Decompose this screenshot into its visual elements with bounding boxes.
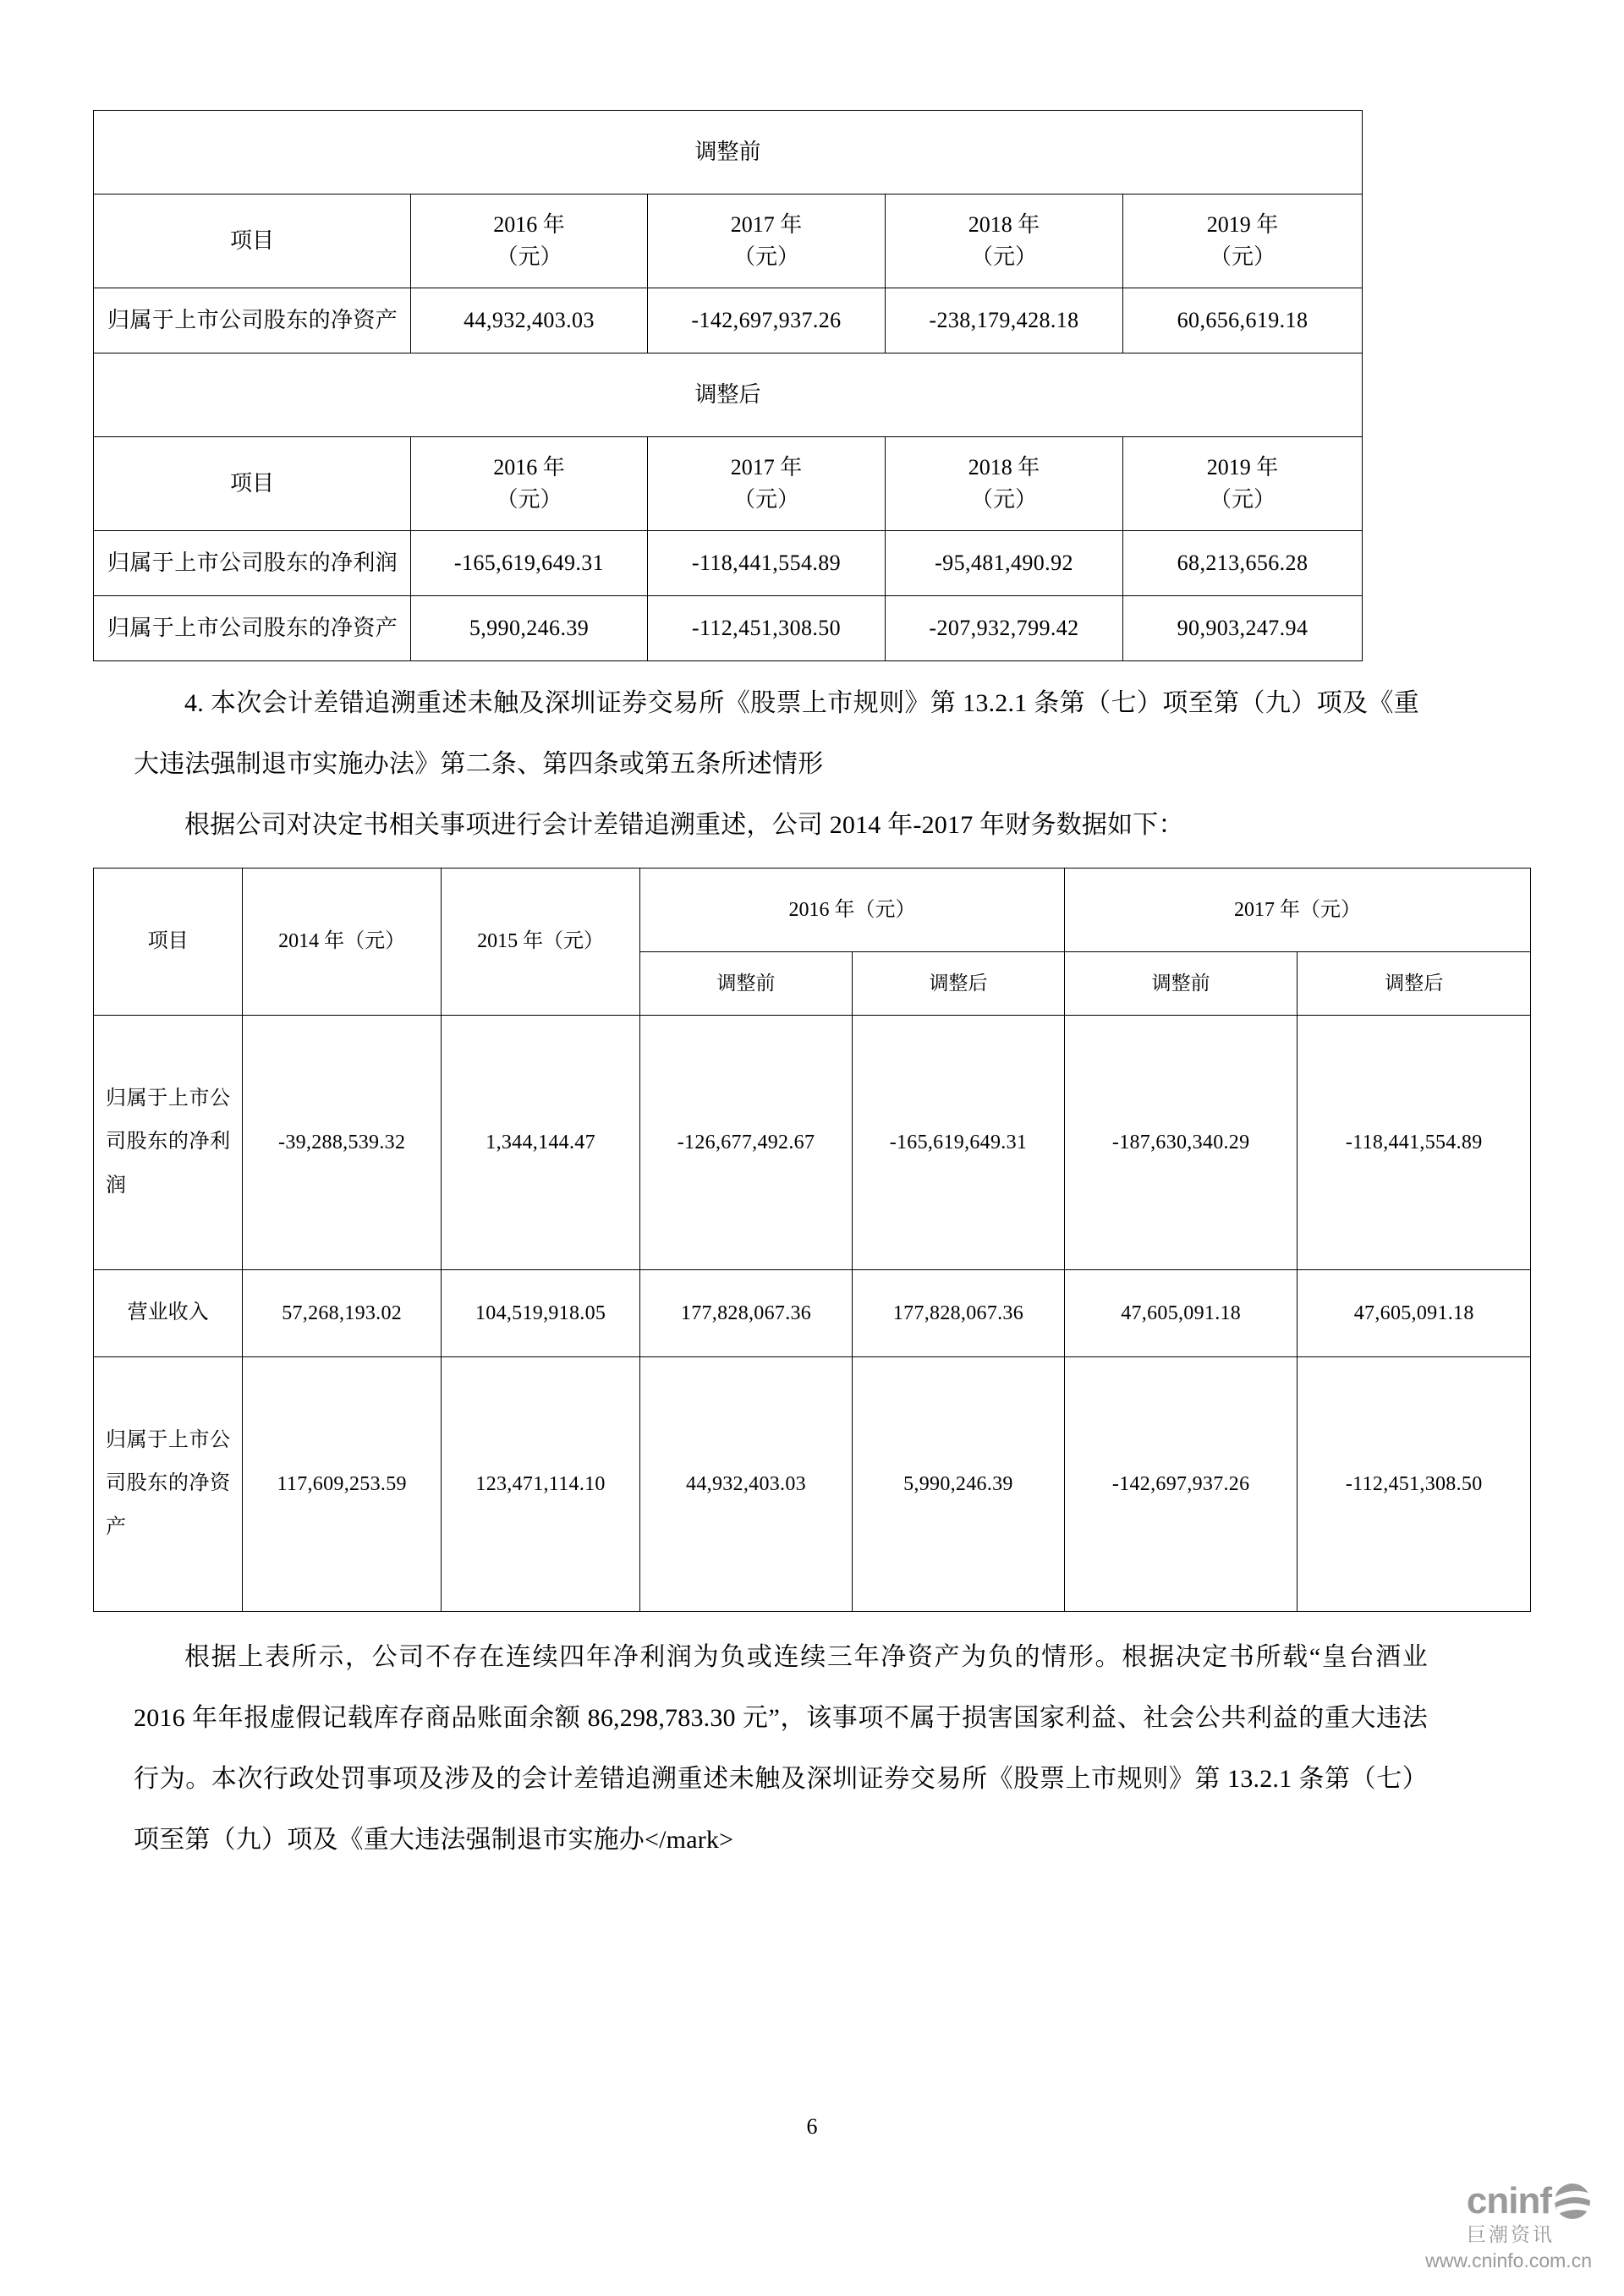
header-year-2016 bbox=[411, 437, 648, 531]
table-row bbox=[94, 353, 1363, 437]
header-year-label: 2019 年 bbox=[1206, 212, 1279, 238]
table-row bbox=[94, 596, 1363, 661]
cell-value: 123,471,114.10 bbox=[442, 1357, 640, 1612]
cell-value: 5,990,246.39 bbox=[411, 596, 648, 661]
section-banner-before: 调整前 bbox=[94, 111, 1363, 195]
header-unit-label: （元） bbox=[1210, 244, 1276, 269]
header-2016-after: 调整后 bbox=[852, 952, 1064, 1016]
paragraph-conclusion: 根据上表所示，公司不存在连续四年净利润为负或连续三年净资产为负的情形。根据决定书所载“皇台酒业 2016 年年报虚假记载库存商品账面余额 86,298,783.30 元”，该事项不属于损害国家利益、社会公共利益的重大违法行为。本次行政处罚事项及涉及的会计差错追溯重述未触及深圳证券交易所《股票上市规则》第 13.2.1 条第（七）项至第（九）项及《重大违法强制退市实施办</mark> bbox=[134, 1643, 1428, 1854]
header-year-label: 2017 年 bbox=[730, 212, 803, 238]
paragraph-block-conclusion bbox=[134, 1627, 1428, 1871]
header-item: 项目 bbox=[94, 437, 411, 531]
paragraph-block-item4 bbox=[134, 673, 1419, 795]
cell-value: -112,451,308.50 bbox=[648, 596, 886, 661]
header-year-2014: 2014 年（元） bbox=[243, 869, 442, 1016]
cell-value: 44,932,403.03 bbox=[640, 1357, 853, 1612]
header-year-2018 bbox=[886, 195, 1123, 288]
cell-value: 104,519,918.05 bbox=[442, 1270, 640, 1357]
row-label-net-assets-before: 归属于上市公司股东的净资产 bbox=[94, 288, 411, 353]
table-row bbox=[94, 531, 1363, 596]
header-unit-label: （元） bbox=[732, 244, 799, 269]
header-year-2019 bbox=[1123, 195, 1363, 288]
cell-value: 5,990,246.39 bbox=[852, 1357, 1064, 1612]
page-content bbox=[93, 0, 1531, 1871]
cell-value: -165,619,649.31 bbox=[852, 1016, 1064, 1270]
table-row bbox=[94, 869, 1531, 952]
cell-value: 177,828,067.36 bbox=[640, 1270, 853, 1357]
adjustment-comparison-table bbox=[93, 110, 1363, 661]
header-unit-label: （元） bbox=[732, 487, 799, 512]
cell-value: -165,619,649.31 bbox=[411, 531, 648, 596]
header-year-2016 bbox=[411, 195, 648, 288]
table-row bbox=[94, 288, 1363, 353]
header-year-2018 bbox=[886, 437, 1123, 531]
header-unit-label: （元） bbox=[970, 244, 1037, 269]
section-banner-after: 调整后 bbox=[94, 353, 1363, 437]
cell-value: 177,828,067.36 bbox=[852, 1270, 1064, 1357]
cell-value: -238,179,428.18 bbox=[886, 288, 1123, 353]
restatement-financial-table bbox=[93, 868, 1531, 1612]
table-row bbox=[94, 1357, 1531, 1612]
header-year-label: 2019 年 bbox=[1206, 455, 1279, 480]
header-unit-label: （元） bbox=[496, 244, 562, 269]
header-year-2017 bbox=[648, 195, 886, 288]
header-year-label: 2016 年 bbox=[493, 212, 565, 238]
header-year-2017 bbox=[648, 437, 886, 531]
cell-value: 117,609,253.59 bbox=[243, 1357, 442, 1612]
cell-value: -118,441,554.89 bbox=[648, 531, 886, 596]
header-item: 项目 bbox=[94, 869, 243, 1016]
cell-value: 1,344,144.47 bbox=[442, 1016, 640, 1270]
header-unit-label: （元） bbox=[970, 487, 1037, 512]
cell-value: -187,630,340.29 bbox=[1064, 1016, 1298, 1270]
cell-value: 47,605,091.18 bbox=[1064, 1270, 1298, 1357]
cell-value: -207,932,799.42 bbox=[886, 596, 1123, 661]
cell-value: -142,697,937.26 bbox=[648, 288, 886, 353]
table-row bbox=[94, 111, 1363, 195]
watermark-brand-row bbox=[1347, 2182, 1592, 2221]
cell-value: -126,677,492.67 bbox=[640, 1016, 853, 1270]
watermark-brand-cn: 巨潮资讯 bbox=[1467, 2223, 1555, 2246]
header-unit-label: （元） bbox=[496, 487, 562, 512]
watermark-brand-text: cninf bbox=[1466, 2180, 1551, 2222]
cell-value: 60,656,619.18 bbox=[1123, 288, 1363, 353]
header-2016-before: 调整前 bbox=[640, 952, 853, 1016]
table-row bbox=[94, 1270, 1531, 1357]
globe-icon bbox=[1553, 2182, 1592, 2221]
watermark-url: www.cninfo.com.cn bbox=[1425, 2249, 1592, 2272]
paragraph-item4: 4. 本次会计差错追溯重述未触及深圳证券交易所《股票上市规则》第 13.2.1 条第（七）项至第（九）项及《重大违法强制退市实施办法》第二条、第四条或第五条所述情形 bbox=[134, 689, 1419, 778]
cell-value: -95,481,490.92 bbox=[886, 531, 1123, 596]
page-number: 6 bbox=[806, 2114, 818, 2139]
header-year-2015: 2015 年（元） bbox=[442, 869, 640, 1016]
header-year-label: 2018 年 bbox=[968, 455, 1040, 480]
header-year-2019 bbox=[1123, 437, 1363, 531]
header-year-2017: 2017 年（元） bbox=[1064, 869, 1530, 952]
header-year-label: 2017 年 bbox=[730, 455, 803, 480]
header-2017-before: 调整前 bbox=[1064, 952, 1298, 1016]
row-label-net-profit: 归属于上市公司股东的净利润 bbox=[94, 1016, 243, 1270]
header-year-label: 2016 年 bbox=[493, 455, 565, 480]
header-item: 项目 bbox=[94, 195, 411, 288]
paragraph-intro: 根据公司对决定书相关事项进行会计差错追溯重述，公司 2014 年-2017 年财务数据如下： bbox=[184, 811, 1184, 839]
paragraph-block-intro bbox=[134, 795, 1419, 856]
cell-value: 90,903,247.94 bbox=[1123, 596, 1363, 661]
header-year-2016: 2016 年（元） bbox=[640, 869, 1065, 952]
cell-value: 57,268,193.02 bbox=[243, 1270, 442, 1357]
row-label-net-profit-after: 归属于上市公司股东的净利润 bbox=[94, 531, 411, 596]
cell-value: 44,932,403.03 bbox=[411, 288, 648, 353]
header-year-label: 2018 年 bbox=[968, 212, 1040, 238]
header-unit-label: （元） bbox=[1210, 487, 1276, 512]
cell-value: 47,605,091.18 bbox=[1298, 1270, 1531, 1357]
table-row bbox=[94, 195, 1363, 288]
row-label-net-assets-after: 归属于上市公司股东的净资产 bbox=[94, 596, 411, 661]
table-row bbox=[94, 437, 1363, 531]
header-2017-after: 调整后 bbox=[1298, 952, 1531, 1016]
cell-value: -112,451,308.50 bbox=[1298, 1357, 1531, 1612]
cell-value: -118,441,554.89 bbox=[1298, 1016, 1531, 1270]
row-label-revenue: 营业收入 bbox=[94, 1270, 243, 1357]
row-label-net-assets: 归属于上市公司股东的净资产 bbox=[94, 1357, 243, 1612]
cell-value: 68,213,656.28 bbox=[1123, 531, 1363, 596]
cninfo-watermark bbox=[1347, 2182, 1592, 2274]
table-row bbox=[94, 1016, 1531, 1270]
cell-value: -39,288,539.32 bbox=[243, 1016, 442, 1270]
cell-value: -142,697,937.26 bbox=[1064, 1357, 1298, 1612]
